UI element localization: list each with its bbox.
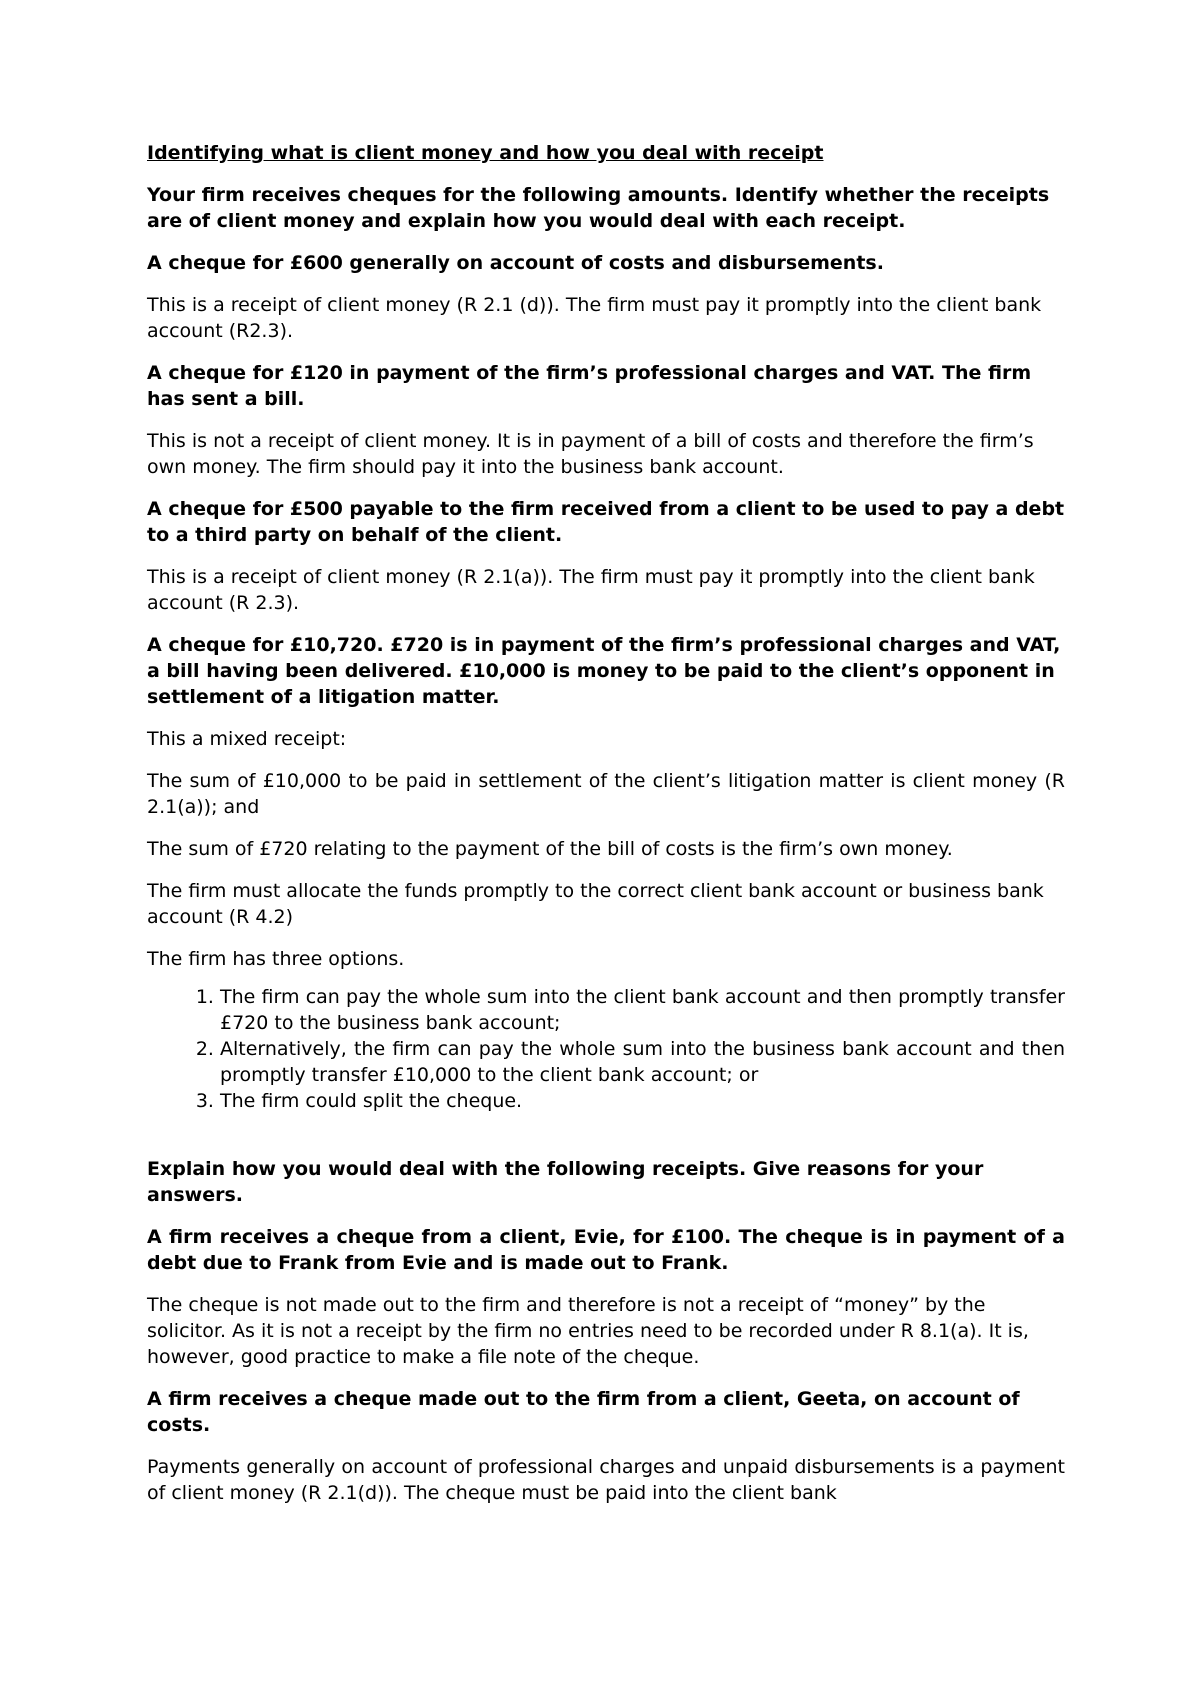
answer-3: This is a receipt of client money (R 2.1(a)). The firm must pay it promptly into the client bank account (R 2.3).: [147, 566, 1035, 614]
option-1: 1. The firm can pay the whole sum into the client bank account and then promptly transfer £720 to the business bank account;: [220, 984, 1065, 1036]
answer-4-own-money: The sum of £720 relating to the payment of the bill of costs is the firm’s own money.: [147, 838, 953, 860]
answer-4-allocation: The firm must allocate the funds promptly to the correct client bank account or business bank account (R 4.2): [147, 880, 1044, 928]
question-5: A firm receives a cheque from a client, Evie, for £100. The cheque is in payment of a debt due to Frank from Evie and is made out to Frank.: [147, 1226, 1065, 1274]
question-6: A firm receives a cheque made out to the firm from a client, Geeta, on account of costs.: [147, 1388, 1020, 1436]
section1-intro: Your firm receives cheques for the following amounts. Identify whether the receipts are of client money and explain how you would deal with each receipt.: [147, 184, 1050, 232]
option-3: 3. The firm could split the cheque.: [220, 1088, 1065, 1114]
answer-2: This is not a receipt of client money. It is in payment of a bill of costs and therefore the firm’s own money. The firm should pay it into the business bank account.: [147, 430, 1034, 478]
question-4: A cheque for £10,720. £720 is in payment of the firm’s professional charges and VAT, a bill having been delivered. £10,000 is money to be paid to the client’s opponent in settlement of a litigation matter.: [147, 634, 1061, 708]
answer-4-client-money: The sum of £10,000 to be paid in settlement of the client’s litigation matter is client money (R 2.1(a)); and: [147, 770, 1065, 818]
answer-5: The cheque is not made out to the firm and therefore is not a receipt of “money” by the solicitor. As it is not a receipt by the firm no entries need to be recorded under R 8.1(a). It is, however, good practice to make a file note of the cheque.: [147, 1294, 1029, 1368]
answer-6: Payments generally on account of professional charges and unpaid disbursements is a payment of client money (R 2.1(d)). The cheque must be paid into the client bank: [147, 1456, 1065, 1504]
document-page: [147, 140, 1065, 1522]
answer-1: This is a receipt of client money (R 2.1 (d)). The firm must pay it promptly into the client bank account (R2.3).: [147, 294, 1042, 342]
question-1: A cheque for £600 generally on account of costs and disbursements.: [147, 252, 884, 274]
question-3: A cheque for £500 payable to the firm received from a client to be used to pay a debt to a third party on behalf of the client.: [147, 498, 1065, 546]
section-spacer: [147, 1114, 1065, 1156]
answer-4-options-intro: The firm has three options.: [147, 948, 405, 970]
answer-4-intro: This a mixed receipt:: [147, 728, 347, 750]
section2-intro: Explain how you would deal with the following receipts. Give reasons for your answers.: [147, 1158, 984, 1206]
option-2: 2. Alternatively, the firm can pay the whole sum into the business bank account and then promptly transfer £10,000 to the client bank account; or: [220, 1036, 1065, 1088]
document-title: Identifying what is client money and how you deal with receipt: [147, 142, 824, 164]
question-2: A cheque for £120 in payment of the firm’s professional charges and VAT. The firm has sent a bill.: [147, 362, 1032, 410]
options-list: [147, 984, 1065, 1114]
